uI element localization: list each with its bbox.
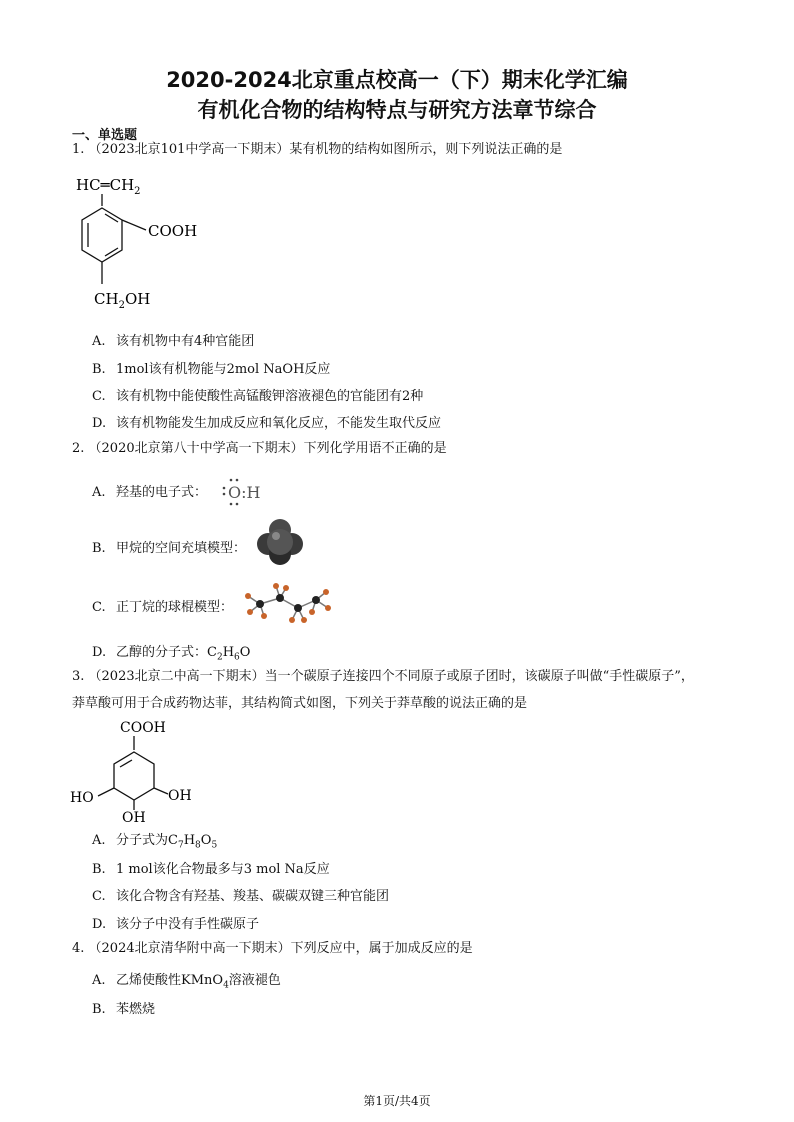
q2-option-c: C. 正丁烷的球棍模型： [92, 600, 234, 615]
page-footer: 第1页/共4页 [363, 1094, 431, 1108]
question-2-stem: 2. （2020北京第八十中学高一下期末）下列化学用语不正确的是 [72, 441, 447, 456]
q1-option-a: A. 该有机物中有4种官能团 [92, 334, 255, 349]
q2-option-b: B. 甲烷的空间充填模型： [92, 541, 247, 556]
svg-text:HC═CH2: $HC═CH_2$ [76, 176, 141, 197]
question-3-stem-line2: 莽草酸可用于合成药物达菲，其结构简式如图，下列关于莽草酸的说法正确的是 [72, 696, 528, 711]
svg-text:OH: OH [168, 788, 192, 804]
question-1-structure [72, 172, 222, 317]
q1-option-c: C. 该有机物中能使酸性高锰酸钾溶液褪色的官能团有2种 [92, 389, 424, 404]
question-3-stem-line1: 3. （2023北京二中高一下期末）当一个碳原子连接四个不同原子或原子团时，该碳原子叫做“手性碳原子”， [72, 669, 694, 684]
document-title-line1: 2020-2024北京重点校高一（下）期末化学汇编 [166, 68, 628, 92]
svg-text:CH2OH: $CH_2OH$ [94, 290, 151, 311]
question-3-structure [68, 716, 198, 824]
svg-text:HO: HO [70, 790, 94, 806]
svg-text:COOH: COOH [120, 720, 166, 736]
methane-space-filling-model [254, 518, 306, 566]
q4-option-a: A. 乙烯使酸性KMnO$_4$溶液褪色 [92, 973, 281, 991]
q3-option-a: A. 分子式为$C_7H_8O_5$ [92, 833, 218, 851]
q1-option-b: B. 1mol该有机物能与2mol NaOH反应 [92, 362, 331, 377]
q3-option-c: C. 该化合物含有羟基、羧基、碳碳双键三种官能团 [92, 889, 390, 904]
hydroxyl-electron-formula [220, 476, 270, 510]
svg-text:OH: OH [122, 810, 146, 824]
question-4-stem: 4. （2024北京清华附中高一下期末）下列反应中，属于加成反应的是 [72, 941, 473, 956]
vinyl-text: HC═CH [76, 176, 135, 194]
q1-option-d: D. 该有机物能发生加成反应和氧化反应，不能发生取代反应 [92, 416, 442, 431]
section-heading: 一、单选题 [72, 128, 138, 143]
q2-option-a: A. 羟基的电子式： [92, 485, 208, 500]
svg-text:O:H: O:H [228, 483, 261, 502]
q2-option-d: D. 乙醇的分子式：$C_2H_6O$ [92, 645, 251, 663]
butane-ball-stick-model [240, 578, 335, 628]
q3-option-b: B. 1 mol该化合物最多与3 mol Na反应 [92, 862, 330, 877]
question-1-stem: 1. （2023北京101中学高一下期末）某有机物的结构如图所示，则下列说法正确的是 [72, 142, 563, 157]
document-title-line2: 有机化合物的结构特点与研究方法章节综合 [197, 98, 597, 122]
q4-option-b: B. 苯燃烧 [92, 1002, 156, 1017]
q3-option-d: D. 该分子中没有手性碳原子 [92, 917, 260, 932]
cooh-text: COOH [148, 222, 198, 240]
